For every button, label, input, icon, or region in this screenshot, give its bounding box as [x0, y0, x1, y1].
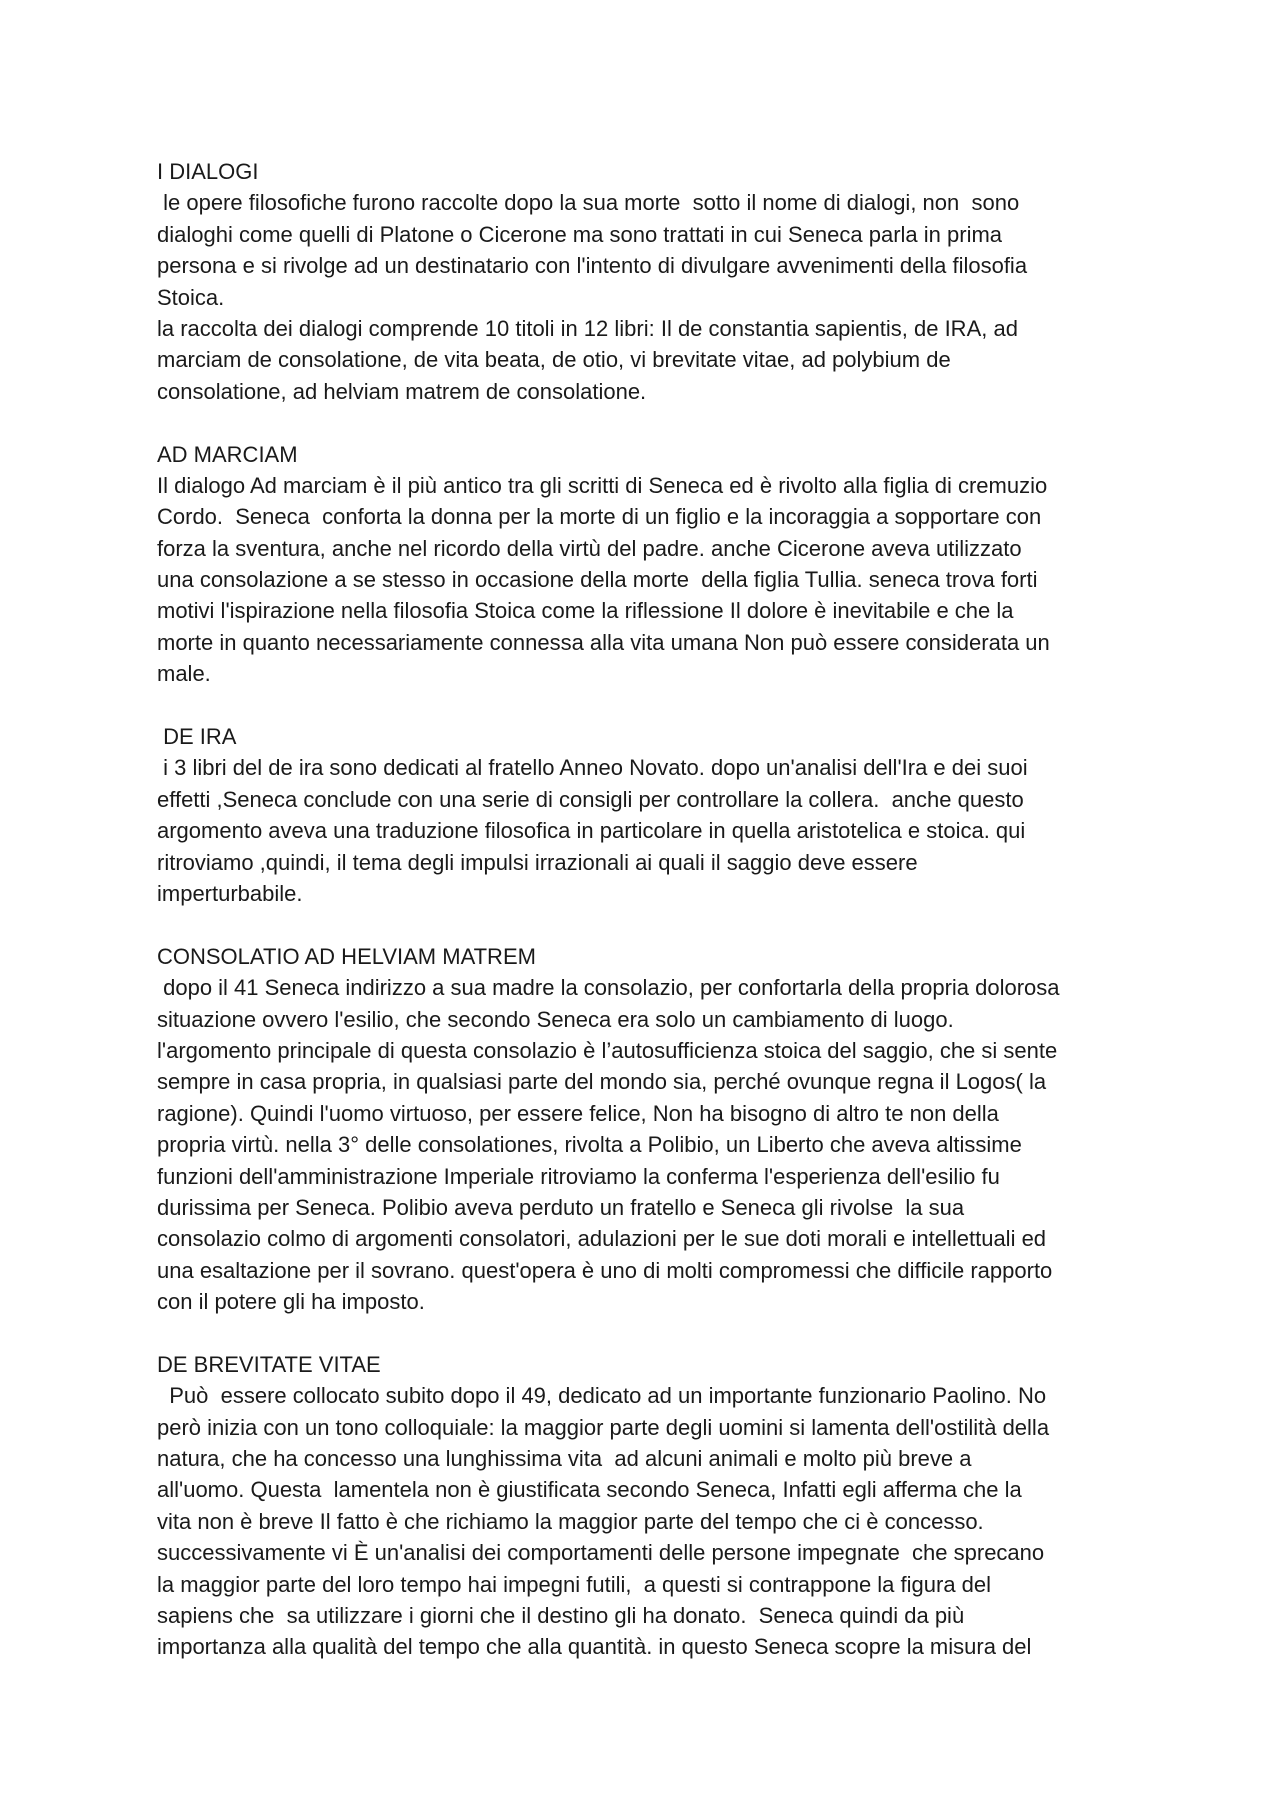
text-line: natura, che ha concesso una lunghissima vita ad alcuni animali e molto più breve a [157, 1446, 972, 1472]
text-line: Stoica. [157, 284, 225, 310]
paragraph-spacer [157, 909, 1157, 940]
paragraph-spacer [157, 1317, 1157, 1348]
document-section [157, 156, 1157, 407]
text-line: ragione). Quindi l'uomo virtuoso, per essere felice, Non ha bisogno di altro te non della [157, 1100, 999, 1126]
text-line: persona e si rivolge ad un destinatario con l'intento di divulgare avvenimenti della filosofia [157, 253, 1028, 279]
text-line: Il dialogo Ad marciam è il più antico tra gli scritti di Seneca ed è rivolto alla figlia di cremuzio [157, 472, 1048, 498]
text-line: morte in quanto necessariamente connessa alla vita umana Non può essere considerata un [157, 629, 1050, 655]
text-line: vita non è breve Il fatto è che richiamo la maggior parte del tempo che ci è concesso. [157, 1508, 984, 1534]
text-line: sapiens che sa utilizzare i giorni che il destino gli ha donato. Seneca quindi da più [157, 1602, 965, 1628]
text-line: una consolazione a se stesso in occasione della morte della figlia Tullia. seneca trova forti [157, 567, 1038, 593]
text-line: dopo il 41 Seneca indirizzo a sua madre la consolazio, per confortarla della propria dolorosa [157, 975, 1060, 1001]
text-line: l'argomento principale di questa consolazio è l’autosufficienza stoica del saggio, che si sente [157, 1037, 1058, 1063]
text-line: motivi l'ispirazione nella filosofia Stoica come la riflessione Il dolore è inevitabile e che la [157, 598, 1014, 624]
text-line: Cordo. Seneca conforta la donna per la morte di un figlio e la incoraggia a sopportare con [157, 504, 1042, 530]
text-line: dialoghi come quelli di Platone o Cicerone ma sono trattati in cui Seneca parla in prima [157, 221, 1003, 247]
text-line: effetti ,Seneca conclude con una serie di consigli per controllare la collera. anche questo [157, 786, 1024, 812]
text-line: consolatione, ad helviam matrem de consolatione. [157, 378, 647, 404]
section-heading: CONSOLATIO AD HELVIAM MATREM [157, 943, 536, 969]
text-line: una esaltazione per il sovrano. quest'opera è uno di molti compromessi che difficile rapporto [157, 1257, 1053, 1283]
text-line: importanza alla qualità del tempo che alla quantità. in questo Seneca scopre la misura del [157, 1634, 1032, 1660]
text-line: situazione ovvero l'esilio, che secondo Seneca era solo un cambiamento di luogo. [157, 1006, 954, 1032]
text-line: all'uomo. Questa lamentela non è giustificata secondo Seneca, Infatti egli afferma che la [157, 1477, 1022, 1503]
text-line: ritroviamo ,quindi, il tema degli impulsi irrazionali ai quali il saggio deve essere [157, 849, 918, 875]
document-body [157, 156, 1157, 1663]
section-heading: I DIALOGI [157, 159, 259, 184]
text-line: durissima per Seneca. Polibio aveva perduto un fratello e Seneca gli rivolse la sua [157, 1194, 965, 1220]
paragraph-spacer [157, 690, 1157, 721]
text-line: la maggior parte del loro tempo hai impegni futili, a questi si contrappone la figura del [157, 1571, 992, 1597]
document-section [157, 721, 1157, 909]
text-line: successivamente vi È un'analisi dei comportamenti delle persone impegnate che sprecano [157, 1540, 1045, 1566]
document-section [157, 941, 1157, 1318]
document-section [157, 1349, 1157, 1663]
text-line: le opere filosofiche furono raccolte dopo la sua morte sotto il nome di dialogi, non sono [157, 190, 1020, 216]
text-line: argomento aveva una traduzione filosofica in particolare in quella aristotelica e stoica. qui [157, 818, 1026, 844]
document-section [157, 439, 1157, 690]
text-line: propria virtù. nella 3° delle consolationes, rivolta a Polibio, un Liberto che aveva altissime [157, 1132, 1022, 1158]
text-line: la raccolta dei dialogi comprende 10 titoli in 12 libri: Il de constantia sapientis, de IRA, ad [157, 315, 1018, 341]
text-line: marciam de consolatione, de vita beata, de otio, vi brevitate vitae, ad polybium de [157, 347, 951, 373]
paragraph-spacer [157, 407, 1157, 438]
text-line: funzioni dell'amministrazione Imperiale ritroviamo la conferma l'esperienza dell'esilio fu [157, 1163, 1000, 1189]
section-heading: DE IRA [157, 724, 237, 750]
text-line: sempre in casa propria, in qualsiasi parte del mondo sia, perché ovunque regna il Logos( la [157, 1069, 1047, 1095]
text-line: forza la sventura, anche nel ricordo della virtù del padre. anche Cicerone aveva utilizzato [157, 535, 1022, 561]
text-line: però inizia con un tono colloquiale: la maggior parte degli uomini si lamenta dell'ostilità della [157, 1414, 1050, 1440]
text-line: con il potere gli ha imposto. [157, 1289, 425, 1315]
section-heading: DE BREVITATE VITAE [157, 1351, 381, 1377]
section-heading: AD MARCIAM [157, 441, 298, 467]
text-line: i 3 libri del de ira sono dedicati al fratello Anneo Novato. dopo un'analisi dell'Ira e dei suoi [157, 755, 1028, 781]
text-line: Può essere collocato subito dopo il 49, dedicato ad un importante funzionario Paolino. No [157, 1383, 1047, 1409]
text-line: male. [157, 661, 211, 687]
text-line: imperturbabile. [157, 880, 303, 906]
text-line: consolazio colmo di argomenti consolatori, adulazioni per le sue doti morali e intellettuali ed [157, 1226, 1047, 1252]
